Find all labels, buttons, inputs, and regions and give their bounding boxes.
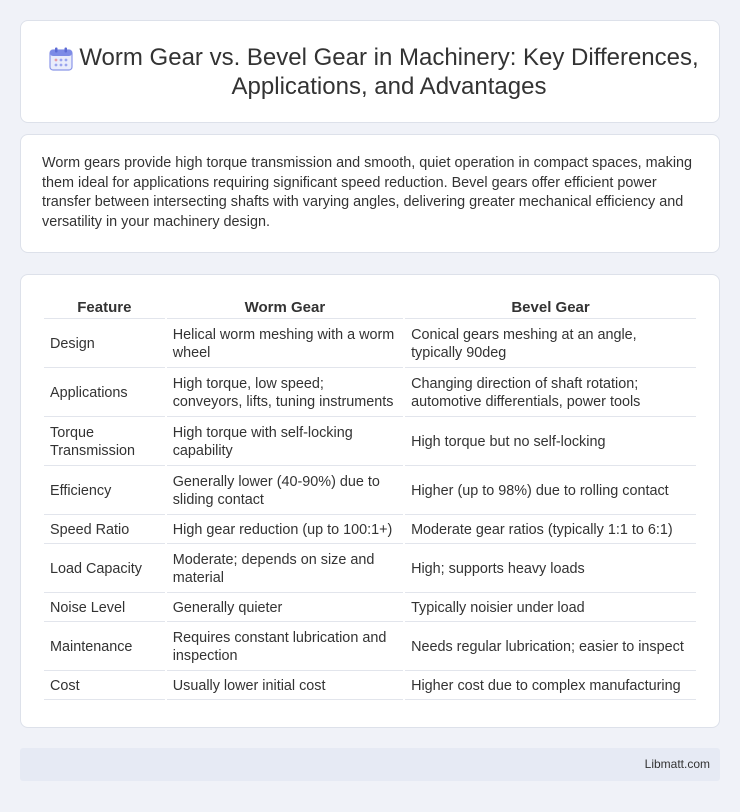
worm-gear-cell: Generally lower (40-90%) due to sliding contact (167, 468, 403, 515)
table-row (44, 546, 696, 593)
worm-gear-cell: Generally quieter (167, 595, 403, 622)
column-header-feature: Feature (44, 297, 165, 319)
feature-cell: Applications (44, 370, 165, 417)
footer-brand[interactable]: Libmatt.com (644, 757, 710, 771)
comparison-table (42, 295, 698, 702)
worm-gear-cell: High torque with self-locking capability (167, 419, 403, 466)
worm-gear-cell: High torque, low speed; conveyors, lifts, tuning instruments (167, 370, 403, 417)
feature-cell: Efficiency (44, 468, 165, 515)
bevel-gear-cell: Higher (up to 98%) due to rolling contact (405, 468, 696, 515)
bevel-gear-cell: High torque but no self-locking (405, 419, 696, 466)
table-row (44, 370, 696, 417)
feature-cell: Cost (44, 673, 165, 700)
intro-card (20, 134, 720, 253)
feature-cell: Speed Ratio (44, 517, 165, 544)
worm-gear-cell: Usually lower initial cost (167, 673, 403, 700)
bevel-gear-cell: Needs regular lubrication; easier to inspect (405, 624, 696, 671)
feature-cell: Load Capacity (44, 546, 165, 593)
worm-gear-cell: High gear reduction (up to 100:1+) (167, 517, 403, 544)
page-title: Worm Gear vs. Bevel Gear in Machinery: Key Differences, Applications, and Advantages (79, 43, 699, 100)
table-row (44, 595, 696, 622)
feature-cell: Noise Level (44, 595, 165, 622)
table-row (44, 517, 696, 544)
table-header-row (44, 297, 696, 319)
worm-gear-cell: Helical worm meshing with a worm wheel (167, 321, 403, 368)
bevel-gear-cell: High; supports heavy loads (405, 546, 696, 593)
column-header-worm-gear: Worm Gear (167, 297, 403, 319)
table-row (44, 468, 696, 515)
feature-cell: Torque Transmission (44, 419, 165, 466)
bevel-gear-cell: Typically noisier under load (405, 595, 696, 622)
feature-cell: Design (44, 321, 165, 368)
feature-cell: Maintenance (44, 624, 165, 671)
comparison-card (20, 274, 720, 728)
table-row (44, 673, 696, 700)
table-row (44, 321, 696, 368)
bevel-gear-cell: Moderate gear ratios (typically 1:1 to 6:1) (405, 517, 696, 544)
bevel-gear-cell: Conical gears meshing at an angle, typically 90deg (405, 321, 696, 368)
intro-paragraph: Worm gears provide high torque transmission and smooth, quiet operation in compact spaces, making them ideal for applications requiring significant speed reduction. Bevel gears offer efficient power transfer between intersecting shafts with varying angles, delivering greater mechanical efficiency and versatility in your machinery design. (42, 155, 693, 230)
worm-gear-cell: Requires constant lubrication and inspection (167, 624, 403, 671)
footer-bar (20, 748, 720, 781)
bevel-gear-cell: Higher cost due to complex manufacturing (405, 673, 696, 700)
table-row (44, 419, 696, 466)
table-row (44, 624, 696, 671)
column-header-bevel-gear: Bevel Gear (405, 297, 696, 319)
worm-gear-cell: Moderate; depends on size and material (167, 546, 403, 593)
title-card (20, 20, 720, 123)
bevel-gear-cell: Changing direction of shaft rotation; automotive differentials, power tools (405, 370, 696, 417)
